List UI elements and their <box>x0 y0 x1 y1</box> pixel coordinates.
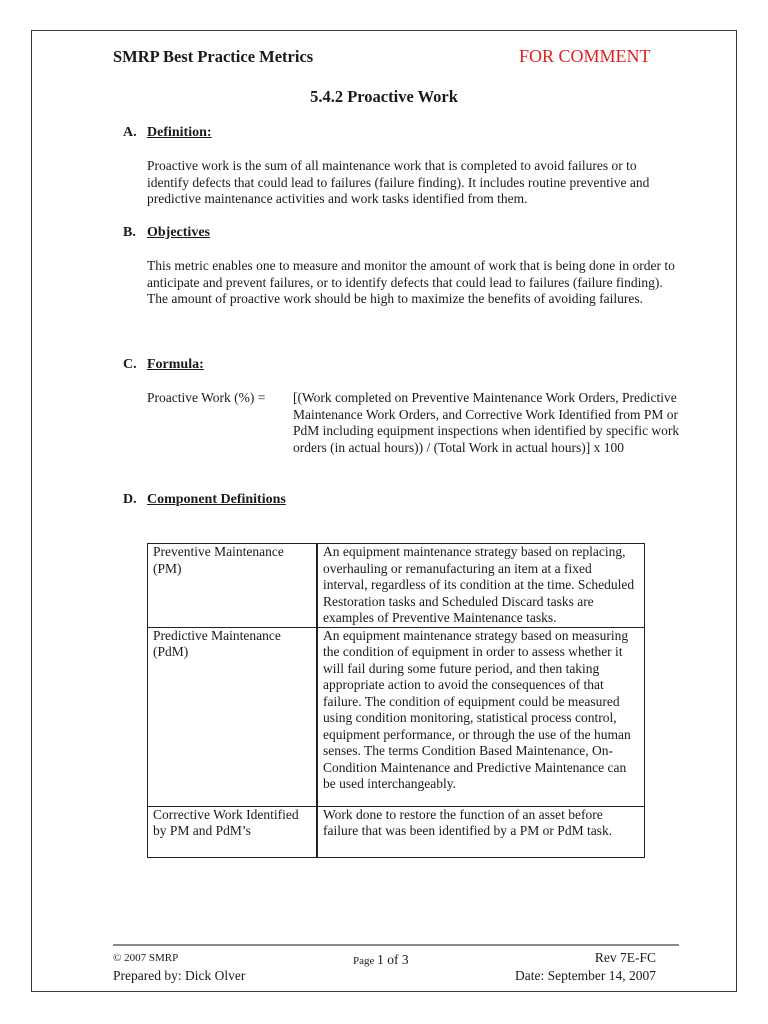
section-letter: A. <box>123 125 137 140</box>
section-letter: B. <box>123 225 136 240</box>
footer-prepared-by: Prepared by: Dick Olver <box>113 968 246 983</box>
table-row <box>148 806 645 857</box>
component-definitions-table <box>147 543 645 858</box>
term-cell: Preventive Maintenance (PM) <box>148 544 318 628</box>
footer-copyright: © 2007 SMRP <box>113 952 179 964</box>
section-label: Definition: <box>147 125 212 140</box>
section-label: Formula: <box>147 357 204 372</box>
page-title: 5.4.2 Proactive Work <box>310 87 458 106</box>
formula-rhs: [(Work completed on Preventive Maintenance Work Orders, Predictive Maintenance Work Orders, and Corrective Work Identified from PM or PdM including equipment inspections when identified by specific work orders (in actual hours)) / (Total Work in actual hours)] x 100 <box>293 390 680 455</box>
footer-page-number <box>353 952 409 968</box>
definition-cell: Work done to restore the function of an asset before failure that was been identified by a PM or PdM task. <box>317 806 645 857</box>
section-label: Objectives <box>147 225 210 240</box>
section-heading-formula <box>123 357 204 373</box>
section-letter: C. <box>123 357 137 372</box>
header-title: SMRP Best Practice Metrics <box>113 47 314 66</box>
page-prefix: Page <box>353 955 378 967</box>
page-count: 1 of 3 <box>377 952 409 967</box>
definition-cell: An equipment maintenance strategy based on measuring the condition of equipment in order to assess whether it will fail during some future period, and then taking appropriate action to avoid the consequences of that failure. The condition of equipment could be measured using condition monitoring, statistical process control, equipment performance, or through the use of the human senses. The terms Condition Based Maintenance, On-Condition Maintenance and Predictive Maintenance can be used interchangeably. <box>317 627 645 806</box>
definition-text: Proactive work is the sum of all maintenance work that is completed to avoid failures or to identify defects that could lead to failures (failure finding). It includes routine preventive and predictive maintenance activities and work tasks identified from them. <box>147 158 650 206</box>
table-row <box>148 627 645 806</box>
section-heading-definition <box>123 125 212 141</box>
footer-revision: Rev 7E-FC <box>594 950 656 965</box>
section-label: Component Definitions <box>147 492 286 507</box>
term-cell: Predictive Maintenance (PdM) <box>148 627 318 806</box>
section-heading-components <box>123 492 286 508</box>
objectives-text: This metric enables one to measure and monitor the amount of work that is being done in order to anticipate and prevent failures, or to identify defects that could lead to failures (failure finding). The amount of proactive work should be high to maximize the benefits of avoiding failures. <box>147 258 675 306</box>
status-label: FOR COMMENT <box>519 46 651 66</box>
section-letter: D. <box>123 492 137 507</box>
footer-divider <box>113 944 679 946</box>
formula-lhs: Proactive Work (%) = <box>147 390 266 405</box>
footer-date: Date: September 14, 2007 <box>515 968 656 983</box>
definition-cell: An equipment maintenance strategy based on replacing, overhauling or remanufacturing an item at a fixed interval, regardless of its condition at the time. Scheduled Restoration tasks and Scheduled Discard tasks are examples of Preventive Maintenance tasks. <box>317 544 645 628</box>
term-cell: Corrective Work Identified by PM and PdM’s <box>148 806 318 857</box>
table-row <box>148 544 645 628</box>
section-heading-objectives <box>123 225 210 241</box>
